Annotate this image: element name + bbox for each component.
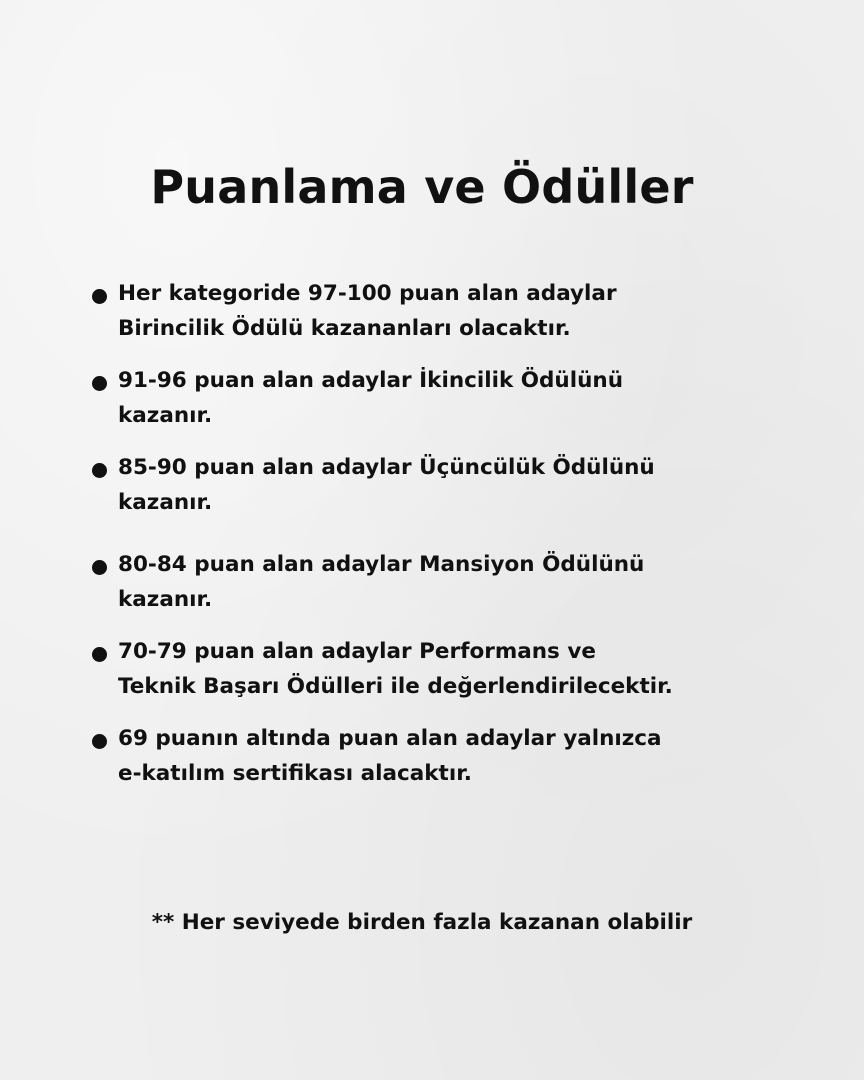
footnote: ** Her seviyede birden fazla kazanan olabilir [151, 910, 693, 935]
rule-text: 91-96 puan alan adaylar İkincilik Ödülünü kazanır. [118, 368, 624, 428]
list-item [92, 547, 792, 617]
rule-text: Her kategoride 97-100 puan alan adaylar Birincilik Ödülü kazananları olacaktır. [118, 281, 617, 341]
rule-text: 70-79 puan alan adaylar Performans ve Teknik Başarı Ödülleri ile değerlendirilecektir. [118, 639, 673, 699]
rule-text: 69 puanın altında puan alan adaylar yalnızca e-katılım sertifikası alacaktır. [118, 726, 662, 786]
bullet-icon [92, 463, 107, 478]
rules-list [92, 276, 792, 791]
list-item [92, 363, 792, 433]
bullet-icon [92, 376, 107, 391]
bullet-icon [92, 289, 107, 304]
bullet-icon [92, 647, 107, 662]
rule-text: 80-84 puan alan adaylar Mansiyon Ödülünü kazanır. [118, 552, 645, 612]
page-title: Puanlama ve Ödüller [150, 160, 694, 214]
list-item [92, 276, 792, 346]
list-item [92, 721, 792, 791]
list-item [92, 450, 792, 520]
list-item [92, 634, 792, 704]
bullet-icon [92, 734, 107, 749]
bullet-icon [92, 560, 107, 575]
rule-text: 85-90 puan alan adaylar Üçüncülük Ödülünü kazanır. [118, 455, 655, 515]
